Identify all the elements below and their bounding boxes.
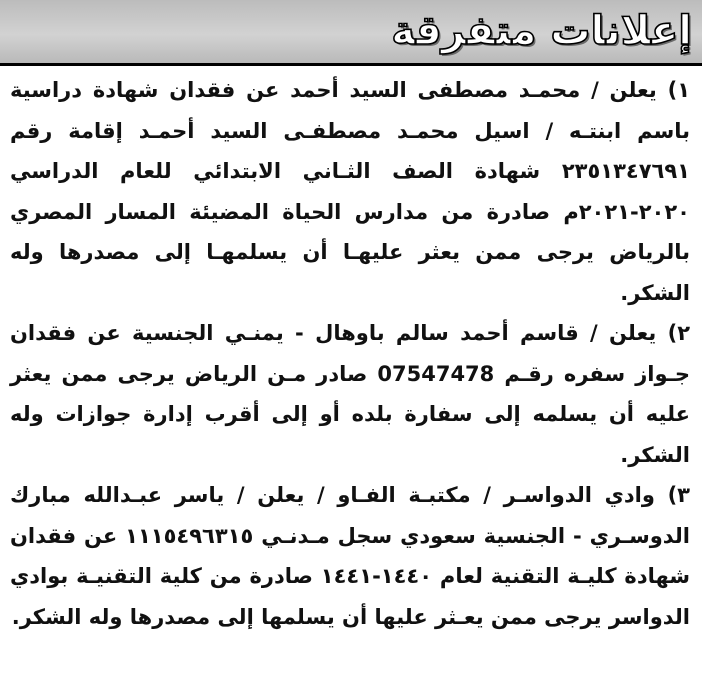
notice-number: ١) xyxy=(667,78,691,102)
notice-item xyxy=(6,70,696,313)
section-header-banner xyxy=(0,0,702,66)
notice-number: ٣) xyxy=(667,483,690,507)
notice-text: يعلن / قاسم أحمد سالم باوهال - يمنـي الجنسية عن فقدان جـواز سفره رقـم 07547478 صادر مـن الرياض يرجى ممن يعثر عليه أن يسلمه إلى سفارة بلده أو إلى أقرب إدارة جوازات وله الشكر. xyxy=(10,321,690,467)
notice-text: يعلن / محمـد مصطفى السيد أحمد عن فقدان شهادة دراسية باسم ابنتـه / اسيل محمـد مصطفـى السيد أحمـد إقامة رقم ٢٣٥١٣٤٧٦٩١ شهادة الصف الثـاني الابتدائي للعام الدراسي ٢٠٢٠-٢٠٢١م صادرة من مدارس الحياة المضيئة المسار المصري بالرياض يرجى ممن يعثر عليهـا أن يسلمهـا إلى مصدرها وله الشكر. xyxy=(10,78,690,305)
notice-item xyxy=(6,313,696,475)
section-title: إعلانات متفرقة xyxy=(391,8,692,54)
notice-number: ٢) xyxy=(667,321,691,345)
notices-list xyxy=(6,70,696,637)
notice-text: وادي الدواسـر / مكتبـة الفـاو / يعلن / ياسر عبـدالله مبارك الدوسـري - الجنسية سعودي سجل مـدنـي ١١١٥٤٩٦٣١٥ عن فقدان شهادة كليـة التقنية لعام ١٤٤٠-١٤٤١ صادرة من كلية التقنيـة بوادي الدواسر يرجى ممن يعـثر عليها أن يسلمها إلى مصدرها وله الشكر. xyxy=(10,483,690,629)
notice-item xyxy=(6,475,696,637)
